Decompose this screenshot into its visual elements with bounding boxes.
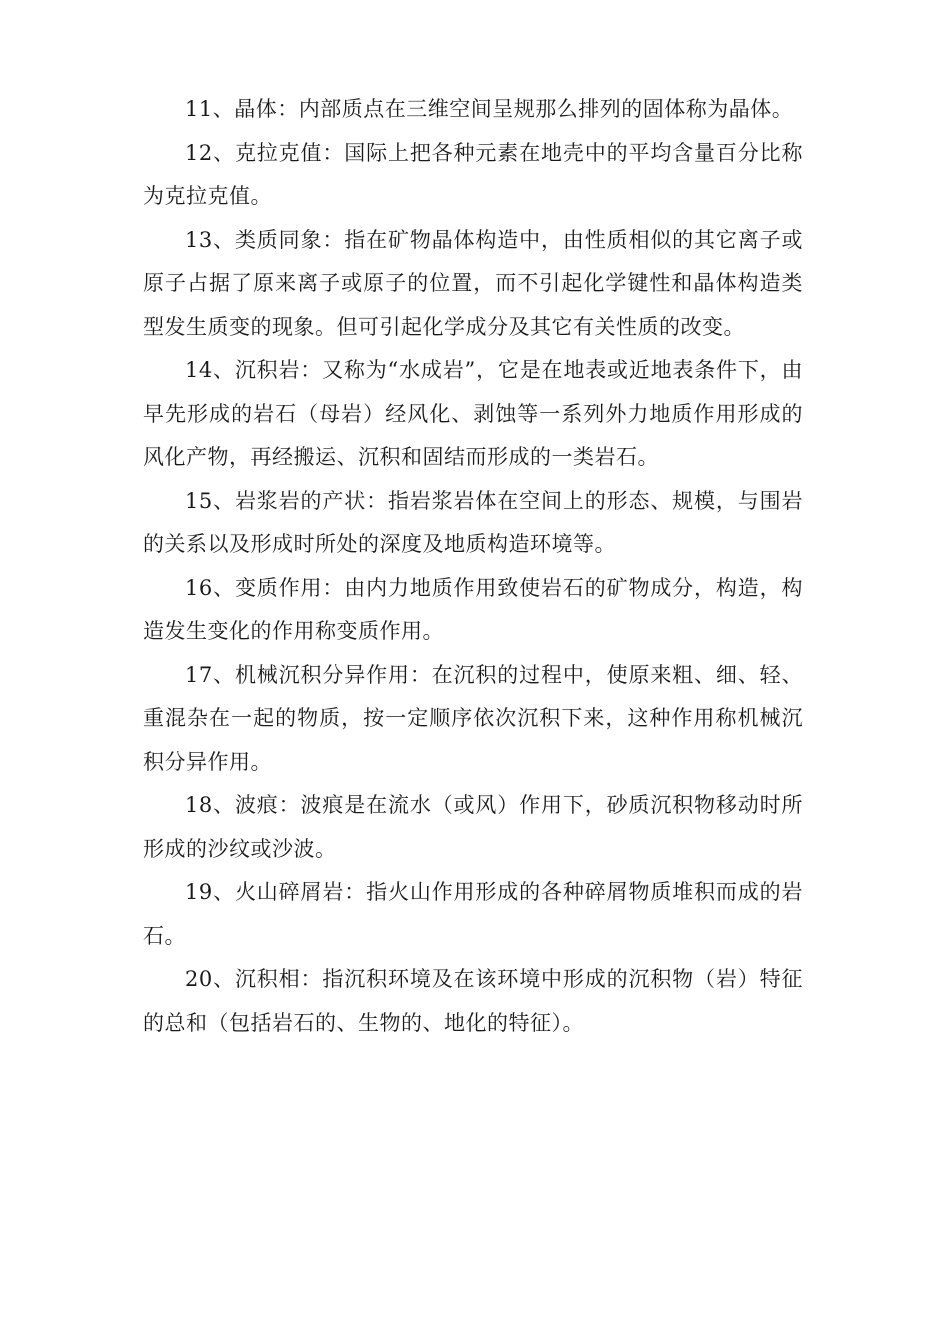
paragraph-12: 12、克拉克值：国际上把各种元素在地壳中的平均含量百分比称为克拉克值。 [143,140,803,208]
paragraph-19: 19、火山碎屑岩：指火山作用形成的各种碎屑物质堆积而成的岩石。 [143,880,803,948]
paragraph-15: 15、岩浆岩的产状：指岩浆岩体在空间上的形态、规模，与围岩的关系以及形成时所处的深度及地质构造环境等。 [143,488,803,556]
paragraph-17: 17、机械沉积分异作用：在沉积的过程中，使原来粗、细、轻、重混杂在一起的物质，按一定顺序依次沉积下来，这种作用称机械沉积分异作用。 [143,662,803,774]
document-body [143,88,803,1045]
paragraph-18: 18、波痕：波痕是在流水（或风）作用下，砂质沉积物移动时所形成的沙纹或沙波。 [143,793,803,861]
paragraph-13: 13、类质同象：指在矿物晶体构造中，由性质相似的其它离子或原子占据了原来离子或原子的位置，而不引起化学键性和晶体构造类型发生质变的现象。但可引起化学成分及其它有关性质的改变。 [143,227,803,339]
paragraph-14: 14、沉积岩：又称为“水成岩”，它是在地表或近地表条件下，由早先形成的岩石（母岩）经风化、剥蚀等一系列外力地质作用形成的风化产物，再经搬运、沉积和固结而形成的一类岩石。 [143,358,803,469]
paragraph-11: 11、晶体：内部质点在三维空间呈规那么排列的固体称为晶体。 [185,97,794,121]
paragraph-20: 20、沉积相：指沉积环境及在该环境中形成的沉积物（岩）特征的总和（包括岩石的、生物的、地化的特征）。 [143,967,803,1035]
paragraph-16: 16、变质作用：由内力地质作用致使岩石的矿物成分，构造，构造发生变化的作用称变质作用。 [143,575,803,643]
